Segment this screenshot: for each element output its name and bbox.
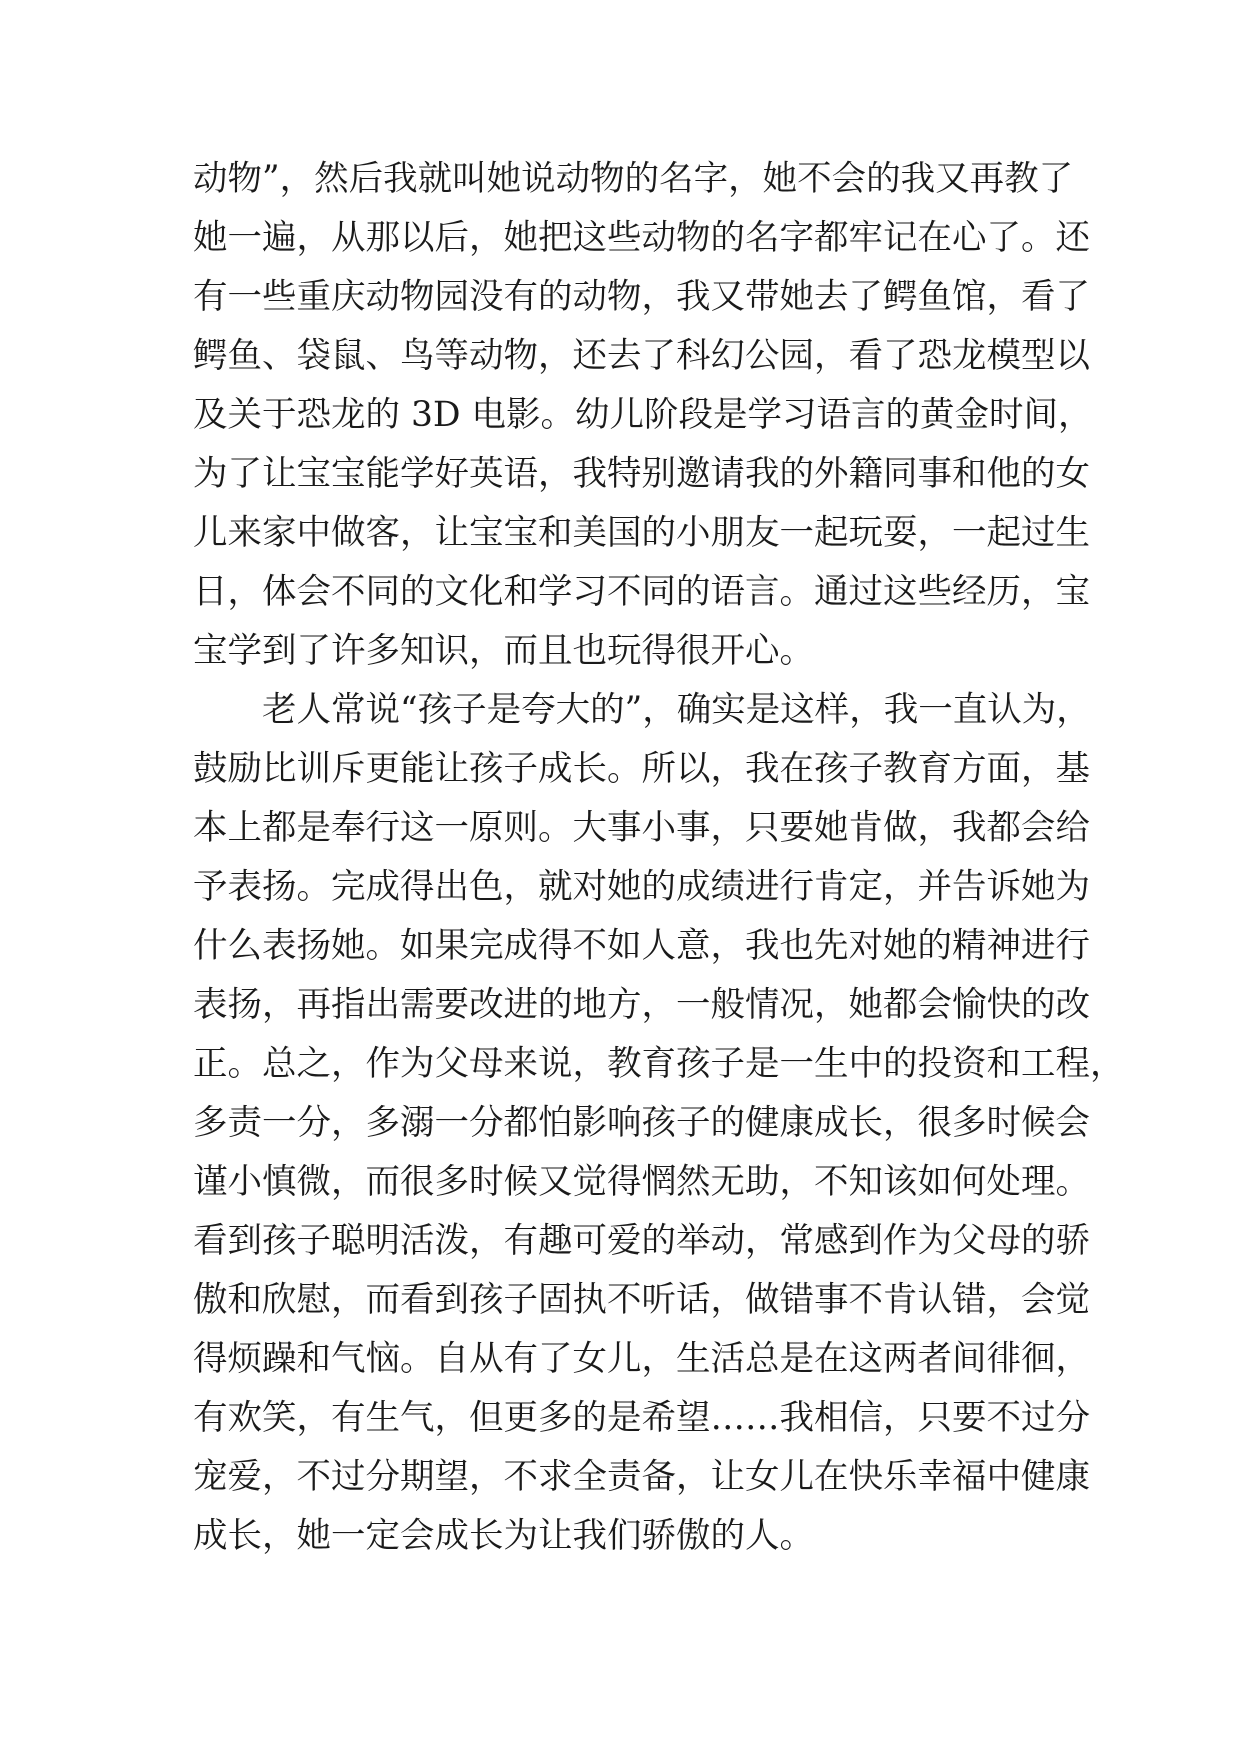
text-line: 表扬，再指出需要改进的地方，一般情况，她都会愉快的改 bbox=[193, 985, 1090, 1025]
text-line: 有一些重庆动物园没有的动物，我又带她去了鳄鱼馆，看了 bbox=[193, 277, 1090, 317]
text-line: 日，体会不同的文化和学习不同的语言。通过这些经历，宝 bbox=[193, 572, 1090, 612]
text-line: 为了让宝宝能学好英语，我特别邀请我的外籍同事和他的女 bbox=[193, 454, 1090, 494]
text-line: 有欢笑，有生气，但更多的是希望……我相信，只要不过分 bbox=[193, 1398, 1090, 1438]
text-line: 鼓励比训斥更能让孩子成长。所以，我在孩子教育方面，基 bbox=[193, 749, 1090, 789]
text-line: 正。总之，作为父母来说，教育孩子是一生中的投资和工程， bbox=[193, 1044, 1125, 1084]
text-line: 她一遍，从那以后，她把这些动物的名字都牢记在心了。还 bbox=[193, 218, 1090, 258]
text-line: 宝学到了许多知识，而且也玩得很开心。 bbox=[193, 631, 814, 671]
text-line: 及关于恐龙的 3D 电影。幼儿阶段是学习语言的黄金时间， bbox=[193, 395, 1093, 435]
text-line: 动物”，然后我就叫她说动物的名字，她不会的我又再教了 bbox=[193, 159, 1074, 199]
paragraph-first-line: 老人常说“孩子是夸大的”，确实是这样，我一直认为， bbox=[262, 690, 1091, 730]
text-line: 傲和欣慰，而看到孩子固执不听话，做错事不肯认错，会觉 bbox=[193, 1280, 1090, 1320]
text-line: 成长，她一定会成长为让我们骄傲的人。 bbox=[193, 1516, 814, 1556]
text-line: 什么表扬她。如果完成得不如人意，我也先对她的精神进行 bbox=[193, 926, 1090, 966]
text-line: 予表扬。完成得出色，就对她的成绩进行肯定，并告诉她为 bbox=[193, 867, 1090, 907]
body-text bbox=[193, 150, 1125, 1566]
text-line: 多责一分，多溺一分都怕影响孩子的健康成长，很多时候会 bbox=[193, 1103, 1090, 1143]
text-line: 看到孩子聪明活泼，有趣可爱的举动，常感到作为父母的骄 bbox=[193, 1221, 1090, 1261]
text-line: 儿来家中做客，让宝宝和美国的小朋友一起玩耍，一起过生 bbox=[193, 513, 1090, 553]
text-line: 本上都是奉行这一原则。大事小事，只要她肯做，我都会给 bbox=[193, 808, 1090, 848]
text-line: 谨小慎微，而很多时候又觉得惘然无助，不知该如何处理。 bbox=[193, 1162, 1090, 1202]
text-line: 鳄鱼、袋鼠、鸟等动物，还去了科幻公园，看了恐龙模型以 bbox=[193, 336, 1090, 376]
text-line: 宠爱，不过分期望，不求全责备，让女儿在快乐幸福中健康 bbox=[193, 1457, 1090, 1497]
text-line: 得烦躁和气恼。自从有了女儿，生活总是在这两者间徘徊， bbox=[193, 1339, 1090, 1379]
